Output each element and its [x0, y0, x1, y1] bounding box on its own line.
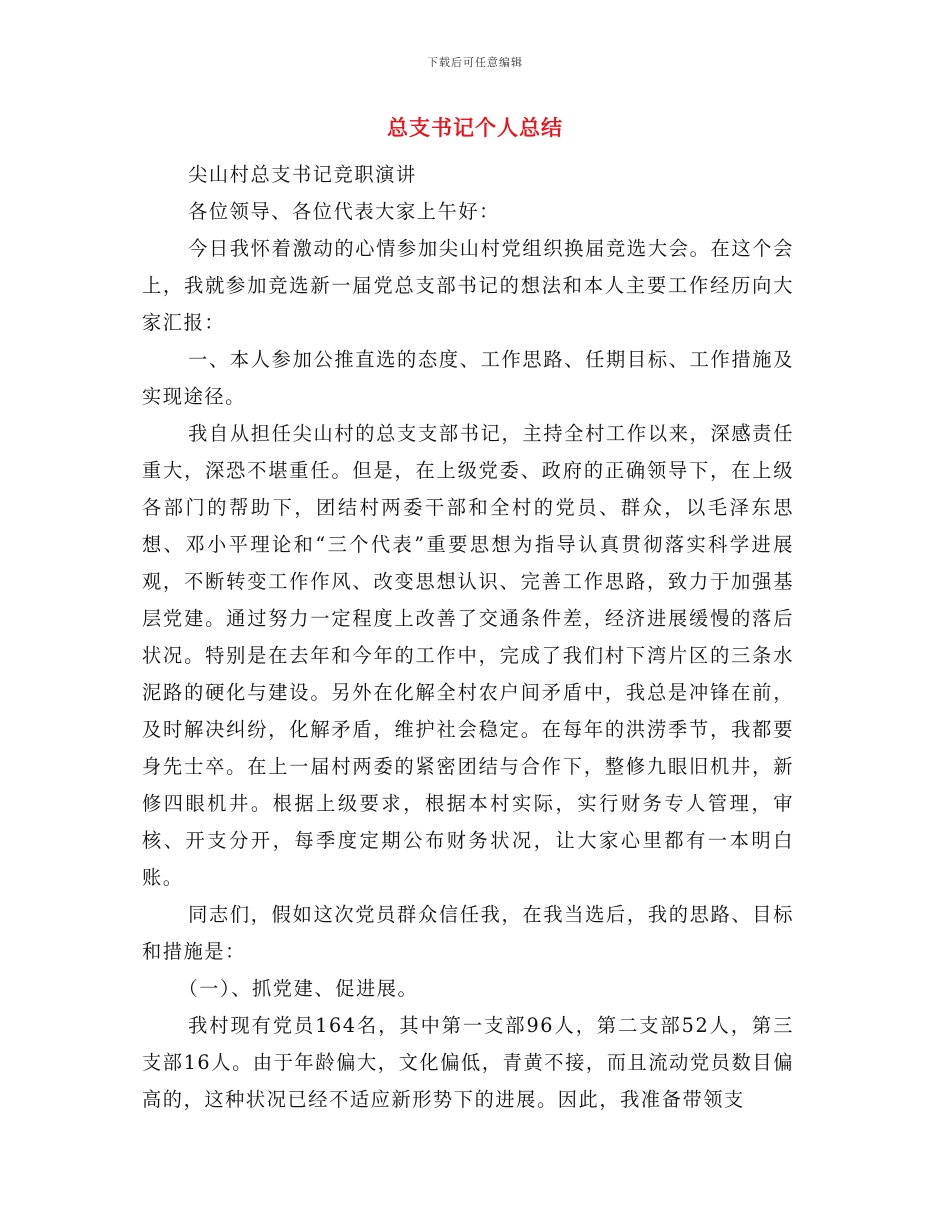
paragraph-subheading: （一）、抓党建、促进展。: [178, 977, 419, 1000]
paragraph-work-history: 我自从担任尖山村的总支支部书记，主持全村工作以来，深感责任重大，深恐不堪重任。但是，在上级党委、政府的正确领导下，在上级各部门的帮助下，团结村两委干部和全村的党员、群众，以毛泽东思想、邓小平理论和“三个代表”重要思想为指导认真贯彻落实科学进展观，不断转变工作作风、改变思想认识、完善工作思路，致力于加强基层党建。通过努力一定程度上改善了交通条件差，经济进展缓慢的落后状况。特别是在去年和今年的工作中，完成了我们村下湾片区的三条水泥路的硬化与建设。另外在化解全村农户间矛盾中，我总是冲锋在前，及时解决纠纷，化解矛盾，维护社会稳定。在每年的洪涝季节，我都要身先士卒。在上一届村两委的紧密团结与合作下，整修九眼旧机井，新修四眼机井。根据上级要求，根据本村实际，实行财务专人管理，审核、开支分开，每季度定期公布财务状况，让大家心里都有一本明白账。: [142, 422, 794, 889]
paragraph-party-members: 我村现有党员164名，其中第一支部96人，第二支部52人，第三支部16人。由于年龄偏大，文化偏低，青黄不接，而且流动党员数目偏高的，这种状况已经不适应新形势下的进展。因此，我准备带领支: [142, 1014, 794, 1111]
paragraph-plan-intro: 同志们，假如这次党员群众信任我，在我当选后，我的思路、目标和措施是：: [142, 903, 794, 963]
document-title: 总支书记个人总结: [387, 116, 563, 140]
document-body: [142, 156, 794, 1118]
paragraph-intro: 今日我怀着激动的心情参加尖山村党组织换届竞选大会。在这个会上，我就参加竞选新一届党总支部书记的想法和本人主要工作经历向大家汇报：: [142, 237, 794, 334]
paragraph-section-heading: 一、本人参加公推直选的态度、工作思路、任期目标、工作措施及实现途径。: [142, 348, 794, 408]
paragraph-subtitle: 尖山村总支书记竞职演讲: [188, 163, 417, 186]
header-note: 下载后可任意编辑: [427, 56, 523, 69]
paragraph-greeting: 各位领导、各位代表大家上午好：: [188, 200, 500, 223]
